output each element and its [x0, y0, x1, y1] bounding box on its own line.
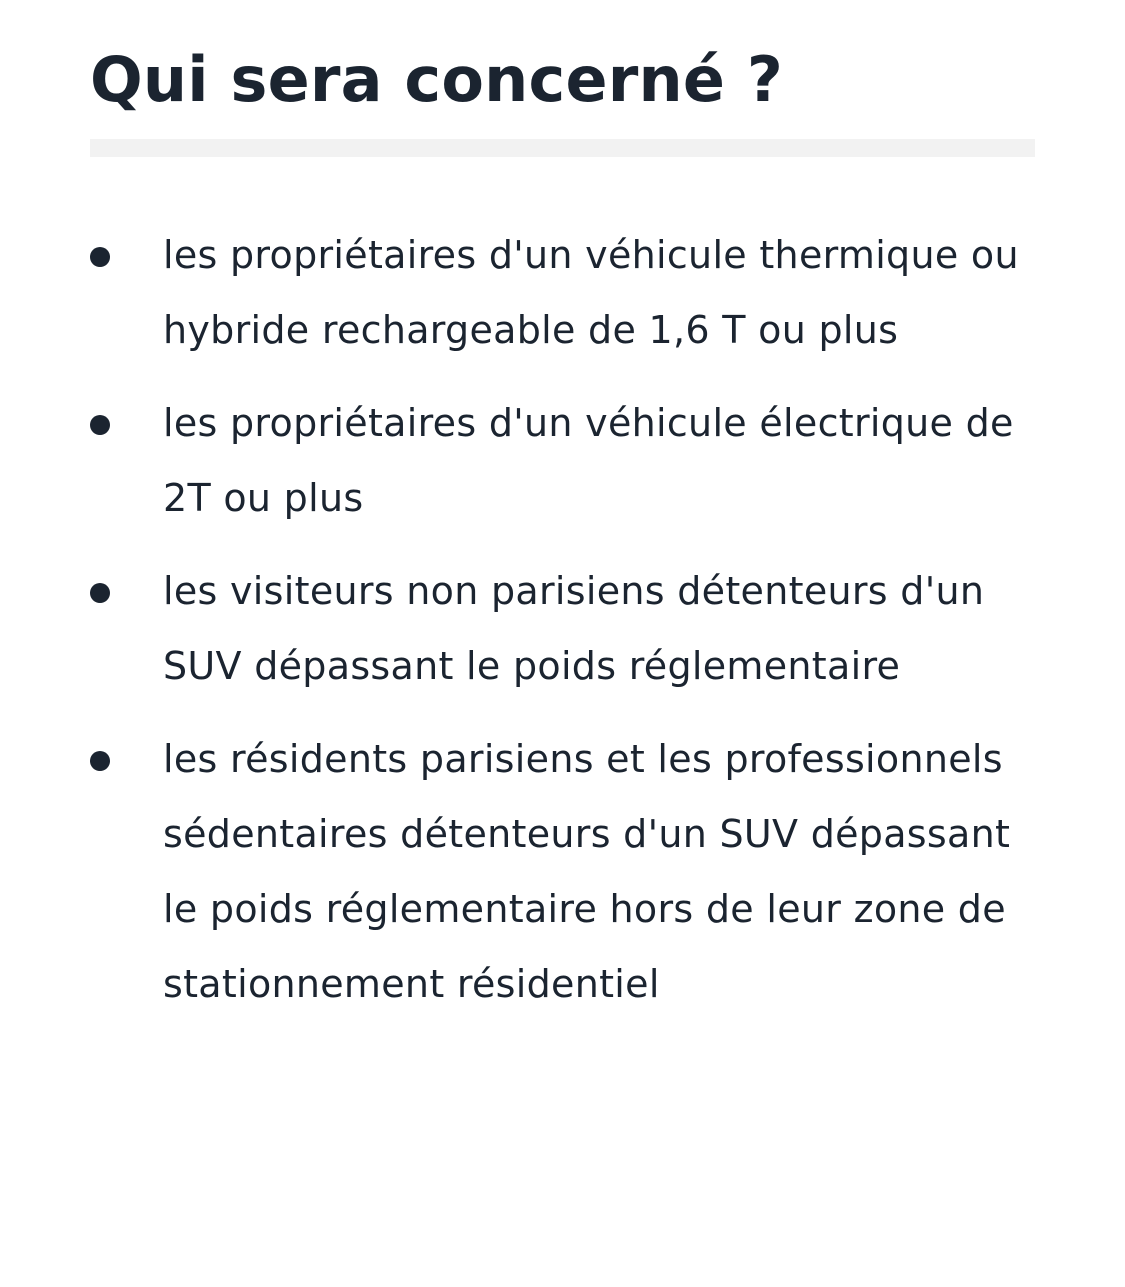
content-section	[90, 0, 1035, 1287]
title-divider	[90, 139, 1035, 157]
bullet-dot-icon	[90, 583, 110, 603]
bullet-dot-icon	[90, 247, 110, 267]
bullet-dot-icon	[90, 751, 110, 771]
list-item-text: les propriétaires d'un véhicule électrique de 2T ou plus	[163, 401, 1014, 520]
list-item	[90, 386, 1035, 536]
bullet-dot-icon	[90, 415, 110, 435]
list-item	[90, 554, 1035, 704]
list-item-text: les résidents parisiens et les professionnels sédentaires détenteurs d'un SUV dépassant le poids réglementaire hors de leur zone de stationnement résidentiel	[163, 737, 1011, 1006]
page-title: Qui sera concerné ?	[90, 43, 784, 116]
list-item	[90, 722, 1035, 1022]
list-item-text: les visiteurs non parisiens détenteurs d'un SUV dépassant le poids réglementaire	[163, 569, 985, 688]
list-item-text: les propriétaires d'un véhicule thermique ou hybride rechargeable de 1,6 T ou plus	[163, 233, 1019, 352]
list-item	[90, 218, 1035, 368]
concerned-list	[90, 218, 1035, 1040]
